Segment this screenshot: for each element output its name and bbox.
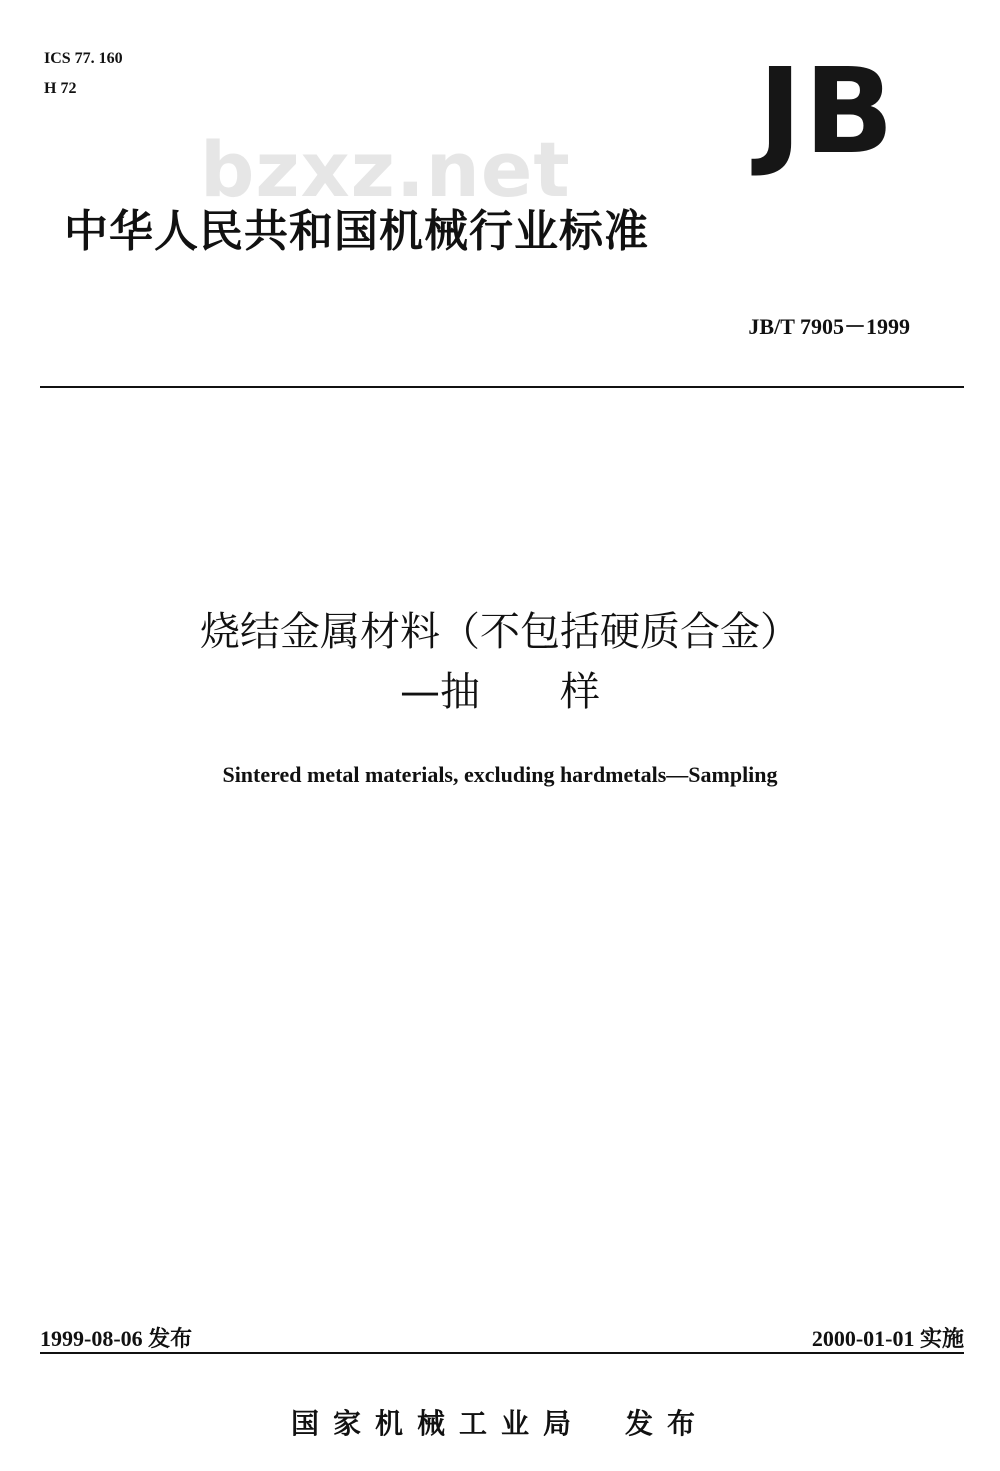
issuer-suffix: 发布 bbox=[625, 1407, 710, 1440]
document-title-en: Sintered metal materials, excluding hardmetals—Sampling bbox=[222, 762, 778, 787]
issue-date: 1999-08-06 发布 bbox=[40, 1326, 193, 1351]
document-title-cn bbox=[0, 602, 1000, 722]
top-divider bbox=[40, 386, 964, 388]
classification-codes bbox=[44, 44, 123, 104]
title-cn-line1: 烧结金属材料（不包括硬质合金） bbox=[200, 609, 800, 655]
watermark: bzxz.net bbox=[200, 125, 571, 214]
ics-code: ICS 77. 160 bbox=[44, 50, 123, 67]
jb-logo: JB bbox=[758, 42, 896, 180]
category-code: H 72 bbox=[44, 80, 77, 97]
standard-number: JB/T 7905－1999 bbox=[748, 314, 910, 339]
title-cn-line2: —抽 样 bbox=[400, 669, 600, 715]
issuer-line bbox=[0, 1402, 1000, 1442]
standard-title: 中华人民共和国机械行业标准 bbox=[64, 206, 649, 257]
bottom-divider bbox=[40, 1352, 964, 1354]
issuer-name: 国家机械工业局 bbox=[290, 1407, 585, 1440]
implement-date: 2000-01-01 实施 bbox=[811, 1326, 964, 1351]
